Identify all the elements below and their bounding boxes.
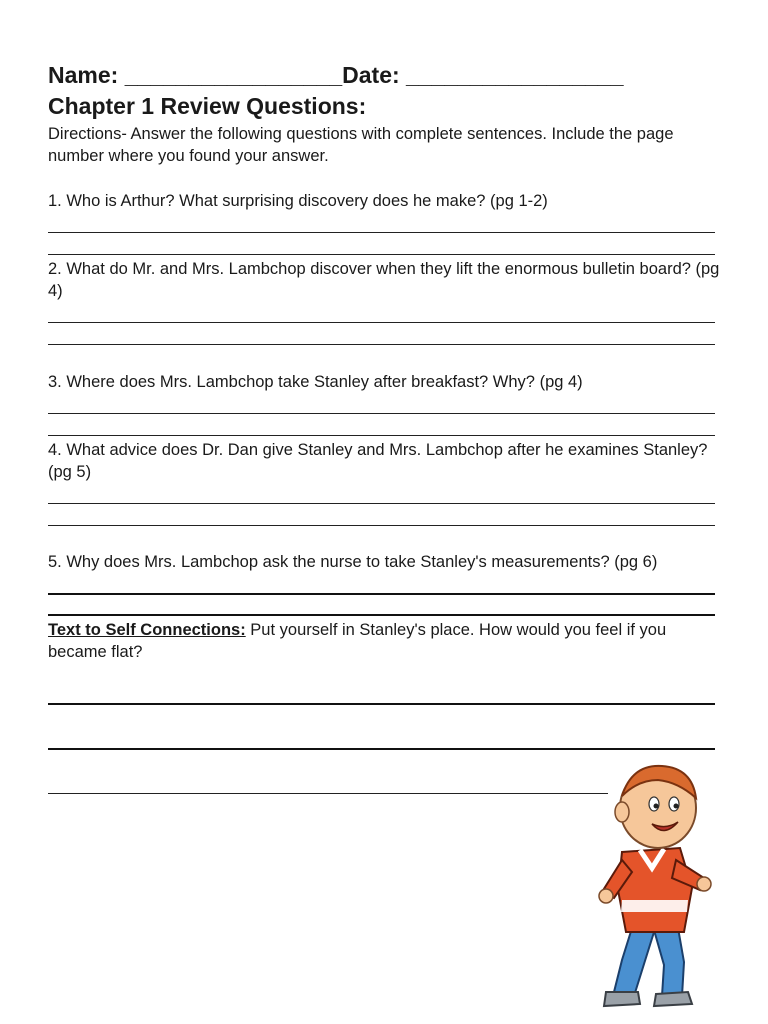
page-title: Chapter 1 Review Questions: [48, 93, 367, 119]
answer-line[interactable] [48, 254, 715, 255]
answer-line[interactable] [48, 344, 715, 345]
question-4: 4. What advice does Dr. Dan give Stanley and Mrs. Lambchop after he examines Stanley? (pg 5) [48, 441, 708, 481]
connection-prompt [48, 619, 720, 663]
answer-line[interactable] [48, 322, 715, 323]
answer-line[interactable] [48, 503, 715, 504]
answer-line[interactable] [48, 593, 715, 595]
answer-line[interactable] [48, 435, 715, 436]
question-5: 5. Why does Mrs. Lambchop ask the nurse to take Stanley's measurements? (pg 6) [48, 553, 658, 571]
question-3: 3. Where does Mrs. Lambchop take Stanley after breakfast? Why? (pg 4) [48, 373, 583, 391]
answer-line[interactable] [48, 793, 608, 794]
directions-text: Directions- Answer the following questions with complete sentences. Include the page number where you found your answer. [48, 125, 674, 165]
answer-line[interactable] [48, 525, 715, 526]
question-1: 1. Who is Arthur? What surprising discovery does he make? (pg 1-2) [48, 192, 548, 210]
answer-line[interactable] [48, 748, 715, 750]
answer-line[interactable] [48, 703, 715, 705]
connection-text: Put yourself in Stanley's place. How would you feel if you became flat? [48, 621, 667, 661]
answer-line[interactable] [48, 614, 715, 616]
name-date-heading: Name: _________________Date: _________________ [48, 62, 624, 88]
cartoon-boy-illustration [592, 760, 722, 1010]
answer-line[interactable] [48, 413, 715, 414]
connection-label: Text to Self Connections: [48, 621, 246, 639]
answer-line[interactable] [48, 232, 715, 233]
question-2: 2. What do Mr. and Mrs. Lambchop discover when they lift the enormous bulletin board? (pg 4) [48, 260, 720, 300]
